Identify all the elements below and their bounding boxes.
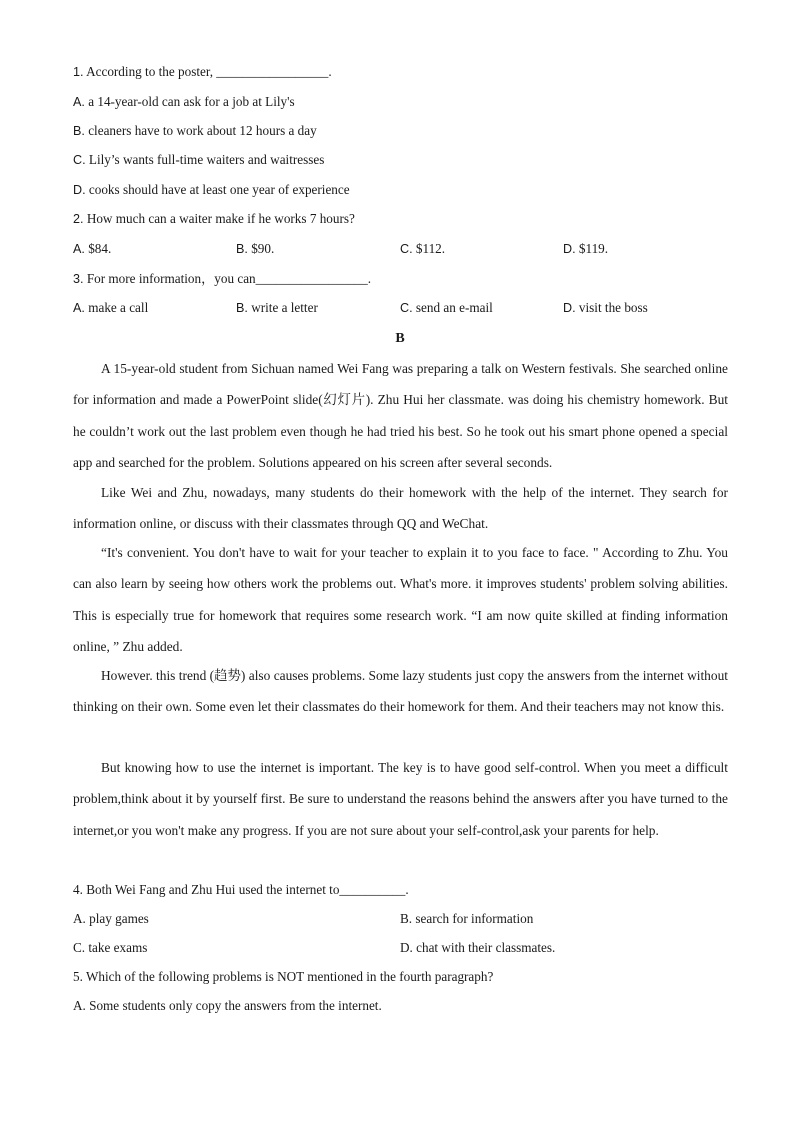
- option-letter: B.: [236, 242, 248, 256]
- option-text: make a call: [88, 300, 149, 315]
- option-text: search for information: [415, 911, 534, 926]
- option-text: visit the boss: [578, 300, 648, 315]
- q4-options-row-2: [73, 939, 733, 957]
- question-number: 4.: [73, 882, 83, 897]
- question-5: [73, 968, 493, 986]
- option-text: cleaners have to work about 12 hours a day: [88, 123, 317, 138]
- option-letter: C.: [73, 153, 86, 167]
- question-number: 1.: [73, 65, 84, 79]
- passage-paragraph-3: “It's convenient. You don't have to wait for your teacher to explain it to you face to face. " According to Zhu. You can also learn by seeing how others work the problems out. What's more. it improves students' problem solving abilities. This is especially true for homework that requires some research work. “I am now quite skilled at finding information online, ” Zhu added.: [73, 545, 728, 654]
- question-number: 5.: [73, 969, 83, 984]
- option-letter: A.: [73, 998, 86, 1013]
- question-text: Which of the following problems is NOT mentioned in the fourth paragraph?: [85, 969, 494, 984]
- option-letter: D.: [563, 242, 576, 256]
- question-2: [73, 210, 355, 228]
- q3-options: [73, 299, 733, 317]
- q1-option-c[interactable]: [73, 151, 324, 169]
- question-text: How much can a waiter make if he works 7 hours?: [86, 211, 355, 226]
- q4-option-b[interactable]: [400, 910, 533, 928]
- option-text: play games: [89, 911, 149, 926]
- option-letter: D.: [400, 940, 413, 955]
- q4-option-d[interactable]: [400, 939, 555, 957]
- question-text: According to the poster, _________________.: [86, 64, 332, 79]
- option-letter: A.: [73, 95, 85, 109]
- q2-option-a[interactable]: [73, 240, 111, 258]
- option-text: take exams: [88, 940, 148, 955]
- option-letter: C.: [400, 242, 413, 256]
- passage-paragraph-5: But knowing how to use the internet is important. The key is to have good self-control. When you meet a difficult problem,think about it by yourself first. Be sure to understand the reasons behind the answers after you have turned to the internet,or you won't make any progress. If you are not sure about your self-control,ask your parents for help.: [73, 760, 728, 838]
- question-text: For more information，you can_________________.: [86, 271, 372, 286]
- question-number: 3.: [73, 272, 84, 286]
- option-letter: A.: [73, 911, 86, 926]
- q3-option-d[interactable]: [563, 299, 648, 317]
- option-letter: C.: [400, 301, 413, 315]
- q4-options-row-1: [73, 910, 733, 928]
- q1-option-a[interactable]: [73, 93, 295, 111]
- option-letter: B.: [73, 124, 85, 138]
- question-1: [73, 63, 332, 81]
- q2-options: [73, 240, 733, 258]
- option-letter: A.: [73, 301, 85, 315]
- q2-option-d[interactable]: [563, 240, 608, 258]
- option-letter: B.: [236, 301, 248, 315]
- option-letter: D.: [563, 301, 576, 315]
- option-text: send an e-mail: [415, 300, 493, 315]
- option-text: cooks should have at least one year of experience: [88, 182, 350, 197]
- question-3: [73, 270, 371, 288]
- option-letter: C.: [73, 940, 86, 955]
- q3-option-a[interactable]: [73, 299, 148, 317]
- question-text: Both Wei Fang and Zhu Hui used the internet to__________.: [86, 882, 409, 897]
- q4-option-a[interactable]: [73, 910, 149, 928]
- q4-option-c[interactable]: [73, 939, 147, 957]
- option-text: Lily’s wants full-time waiters and waitresses: [88, 152, 325, 167]
- option-text: $112.: [415, 241, 446, 256]
- q1-option-b[interactable]: [73, 122, 317, 140]
- option-text: write a letter: [251, 300, 318, 315]
- option-text: a 14-year-old can ask for a job at Lily's: [88, 94, 295, 109]
- q2-option-c[interactable]: [400, 240, 445, 258]
- option-text: $119.: [578, 241, 609, 256]
- q1-option-d[interactable]: [73, 181, 350, 199]
- question-4: [73, 881, 409, 899]
- q3-option-b[interactable]: [236, 299, 318, 317]
- question-number: 2.: [73, 212, 84, 226]
- option-text: chat with their classmates.: [416, 940, 556, 955]
- option-letter: B.: [400, 911, 413, 926]
- option-text: $84.: [88, 241, 112, 256]
- passage-paragraph-4: However. this trend (趋势) also causes problems. Some lazy students just copy the answers from the internet without thinking on their own. Some even let their classmates do their homework for them. And their teachers may not know this.: [73, 668, 728, 715]
- section-heading: B: [395, 331, 405, 346]
- q5-option-a[interactable]: [73, 997, 382, 1015]
- q2-option-b[interactable]: [236, 240, 274, 258]
- passage-paragraph-1: A 15-year-old student from Sichuan named Wei Fang was preparing a talk on Western festivals. She searched online for information and made a PowerPoint slide(幻灯片). Zhu Hui her classmate. was doing his chemistry homework. But he couldn’t work out the last problem even though he had tried his best. So he took out his smart phone opened a special app and searched for the problem. Solutions appeared on his screen after several seconds.: [73, 361, 728, 470]
- option-letter: D.: [73, 183, 86, 197]
- q3-option-c[interactable]: [400, 299, 493, 317]
- passage-paragraph-2: Like Wei and Zhu, nowadays, many students do their homework with the help of the internet. They search for information online, or discuss with their classmates through QQ and WeChat.: [73, 485, 728, 532]
- option-text: Some students only copy the answers from the internet.: [89, 998, 382, 1013]
- option-text: $90.: [251, 241, 275, 256]
- option-letter: A.: [73, 242, 85, 256]
